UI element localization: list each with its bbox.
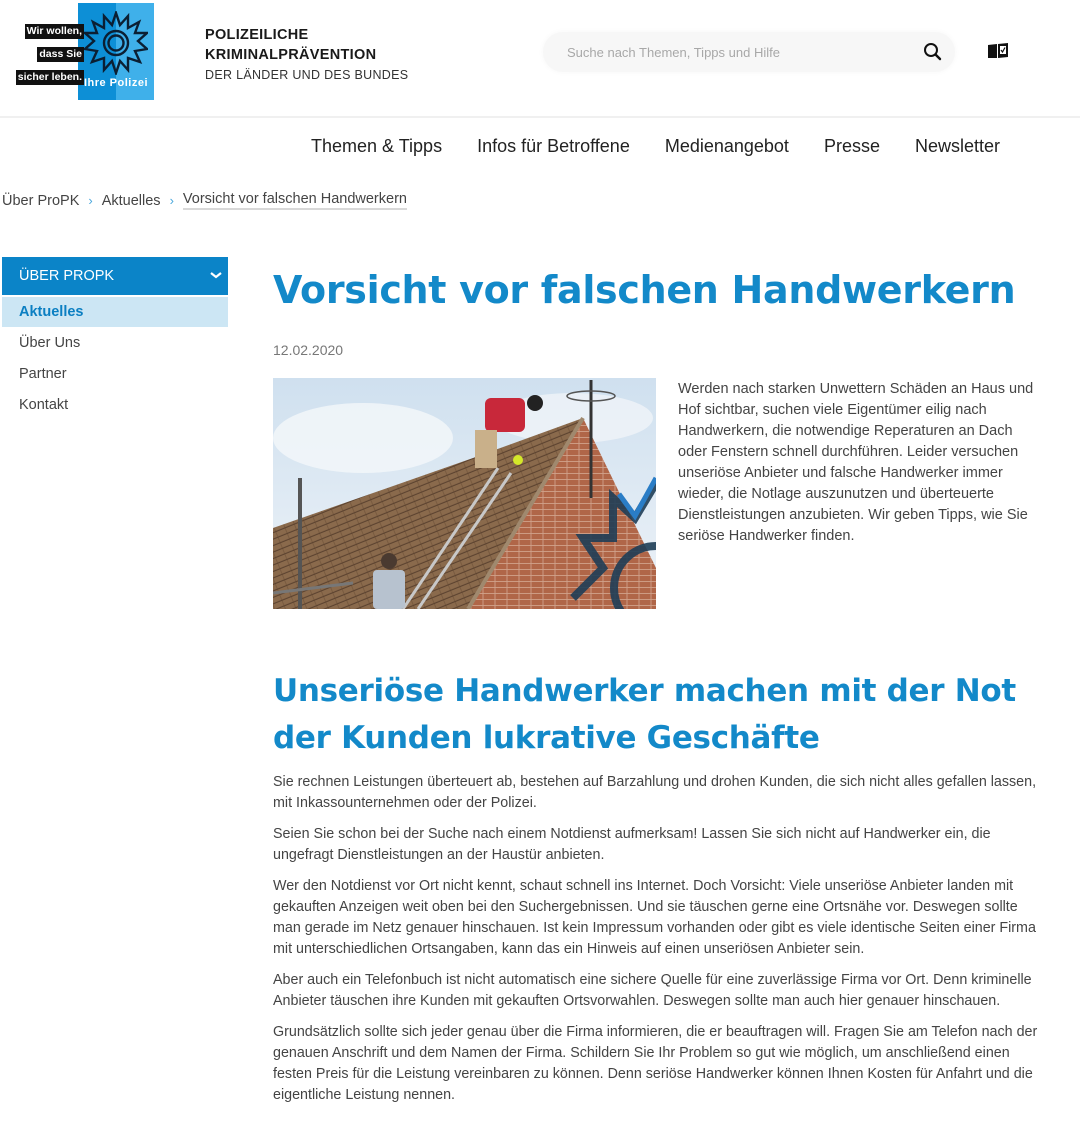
sidebar-item-kontakt[interactable]: Kontakt — [19, 397, 69, 413]
breadcrumb-item-aktuelles[interactable]: Aktuelles — [101, 192, 161, 209]
nav-item-newsletter[interactable]: Newsletter — [914, 136, 1000, 156]
article — [273, 262, 1038, 1103]
publish-date: 12.02.2020 — [273, 342, 344, 358]
section-heading: Unseriöse Handwerker machen mit der Not der Kunden lukrative Geschäfte — [273, 673, 1016, 756]
search-icon — [921, 40, 945, 64]
search-button[interactable] — [921, 40, 945, 64]
page-title: Vorsicht vor falschen Handwerkern — [273, 268, 1016, 312]
chevron-right-icon: › — [88, 193, 93, 208]
article-paragraph: Sie rechnen Leistungen überteuert ab, bestehen auf Barzahlung und drohen Kunden, die sich nicht alles gefallen lassen, mit Inkassounternehmen oder der Polizei. — [273, 774, 1037, 811]
nav-item-infos-betroffene[interactable]: Infos für Betroffene — [477, 136, 630, 156]
site-header — [0, 0, 1080, 118]
sidebar — [2, 257, 228, 420]
nav-item-themen-tipps[interactable]: Themen & Tipps — [311, 136, 443, 156]
main-navigation — [311, 132, 1000, 160]
brand-line-1: POLIZEILICHE — [205, 27, 309, 43]
breadcrumb-item-ueber-propk[interactable]: Über ProPK — [2, 192, 80, 209]
site-logo[interactable] — [14, 3, 156, 101]
hero-image — [273, 378, 656, 609]
article-paragraph: Seien Sie schon bei der Suche nach einem Notdienst aufmerksam! Lassen Sie sich nicht auf Handwerker ein, die ungefragt Dienstleistungen an der Haustür anbieten. — [273, 826, 991, 863]
chevron-down-icon — [210, 270, 222, 280]
slogan-line: Wir wollen, — [26, 25, 82, 37]
nav-item-medienangebot[interactable]: Medienangebot — [664, 136, 789, 156]
brand-line-3: DER LÄNDER UND DES BUNDES — [205, 68, 409, 82]
article-body — [273, 772, 1038, 1116]
sidebar-item-partner[interactable]: Partner — [19, 366, 67, 382]
easy-language-button[interactable] — [987, 42, 1009, 60]
breadcrumb-current: Vorsicht vor falschen Handwerkern — [183, 191, 407, 210]
logo-slogan — [14, 19, 84, 88]
search-bar — [543, 32, 955, 72]
article-paragraph: Grundsätzlich sollte sich jeder genau über die Firma informieren, die er beauftragen will. Fragen Sie am Telefon nach der genauen Anschrift und dem Namen der Firma. Schildern Sie Ihr Problem so gut wie möglich, um anschließend einen festen Preis für die Leistung vereinbaren zu können. Denn seriöse Handwerker können Ihnen Kosten für Anfahrt und die eigentliche Leistung nennen. — [273, 1024, 1038, 1103]
roofer-photo — [273, 378, 656, 609]
breadcrumb — [2, 191, 407, 210]
nav-item-presse[interactable]: Presse — [823, 136, 880, 156]
logo-tagline: Ihre Polizei — [83, 77, 149, 89]
sidebar-item-aktuelles[interactable]: Aktuelles — [2, 297, 228, 327]
chevron-right-icon: › — [169, 193, 174, 208]
sidebar-section-toggle[interactable] — [2, 257, 228, 295]
article-paragraph: Wer den Notdienst vor Ort nicht kennt, schaut schnell ins Internet. Doch Vorsicht: Viele unseriöse Anbieter landen mit gekauften Anzeigen weit oben bei den Suchergebnissen. Und sie täuschen gerne eine Ortsnähe vor. Deswegen sollte man gerade im Netz genauer hinschauen. Ist kein Impressum vorhanden oder gibt es viele identische Seiten einer Firma mit unterschiedlichen Ortsangaben, kann das ein Hinweis auf einen unseriösen Anbieter sein. — [273, 878, 1036, 957]
book-icon — [987, 42, 1009, 60]
article-intro: Werden nach starken Unwettern Schäden an Haus und Hof sichtbar, suchen viele Eigentümer eilig nach Handwerkern, die notwendige Reperaturen an Dach oder Fenstern schnell durchführen. Leider versuchen unseriöse Anbieter und falsche Handwerker immer wieder, die Notlage auszunutzen und überteuerte Dienstleistungen anzubieten. Wir geben Tipps, wie Sie seriöse Handwerker finden. — [678, 381, 1034, 544]
police-star-icon — [84, 11, 148, 75]
sidebar-item-ueber-uns[interactable]: Über Uns — [19, 335, 81, 351]
article-paragraph: Aber auch ein Telefonbuch ist nicht automatisch eine sichere Quelle für eine zuverlässige Firma vor Ort. Denn kriminelle Anbieter täuschen ihre Kunden mit gekauften Ortsvorwahlen. Deswegen sollte man auch hier genauer hinschauen. — [273, 972, 1032, 1009]
sidebar-section-title: ÜBER PROPK — [19, 268, 115, 284]
slogan-line: sicher leben. — [17, 71, 82, 83]
brand-line-2: KRIMINALPRÄVENTION — [205, 47, 377, 63]
search-input[interactable] — [567, 32, 897, 72]
slogan-line: dass Sie — [39, 48, 82, 60]
brand-name[interactable] — [205, 25, 408, 84]
